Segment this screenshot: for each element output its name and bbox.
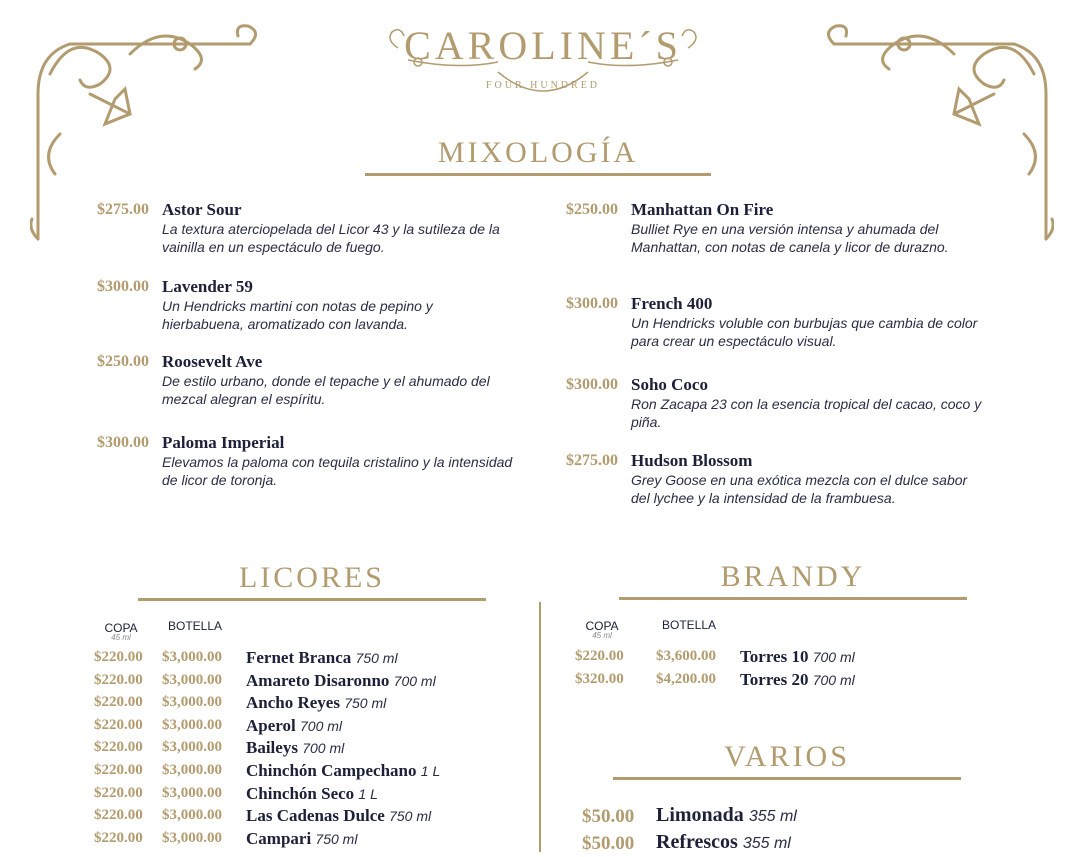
list-item bbox=[94, 649, 534, 671]
item-volume: 700 ml bbox=[393, 672, 436, 689]
price-botella: $3,000.00 bbox=[162, 784, 222, 801]
section-rule bbox=[138, 598, 486, 601]
item-name: Chinchón Campechano 1 L bbox=[246, 761, 441, 780]
cocktail-item bbox=[566, 376, 996, 436]
price-botella: $3,000.00 bbox=[162, 649, 222, 665]
cocktail-name: French 400 bbox=[631, 294, 713, 313]
item-volume: 1 L bbox=[358, 785, 378, 802]
price-copa: $220.00 bbox=[94, 649, 143, 665]
cocktail-description: Ron Zacapa 23 con la esencia tropical del cacao, coco y piña. bbox=[631, 396, 982, 430]
price-copa: $220.00 bbox=[94, 829, 143, 846]
item-name: Ancho Reyes 750 ml bbox=[246, 693, 387, 713]
cocktail-description: La textura aterciopelada del Licor 43 y la sutileza de la vainilla en un espectáculo de fuego. bbox=[162, 221, 500, 255]
price-botella: $3,000.00 bbox=[162, 807, 222, 824]
section-title-varios: VARIOS bbox=[724, 740, 850, 773]
cocktail-name: Soho Coco bbox=[631, 375, 708, 394]
item-volume: 700 ml bbox=[302, 740, 345, 757]
item-name: Amareto Disaronno 700 ml bbox=[246, 670, 436, 690]
item-volume: 750 ml bbox=[315, 830, 358, 847]
cocktail-item bbox=[566, 452, 996, 512]
cocktail-item bbox=[566, 201, 996, 276]
cocktail-price: $300.00 bbox=[97, 434, 149, 451]
brand-logo bbox=[378, 10, 708, 110]
list-item bbox=[582, 833, 1022, 857]
price-copa: $220.00 bbox=[94, 784, 143, 801]
column-header-copa: COPA 45 ml bbox=[104, 621, 138, 642]
cocktail-description: Elevamos la paloma con tequila cristalino y la intensidad de licor de toronja. bbox=[162, 454, 513, 488]
item-volume: 700 ml bbox=[812, 672, 855, 688]
list-item bbox=[94, 807, 534, 829]
cocktail-price: $300.00 bbox=[97, 278, 149, 295]
price-botella: $3,000.00 bbox=[162, 762, 222, 778]
item-name: Torres 20 700 ml bbox=[740, 670, 855, 689]
list-item bbox=[94, 672, 534, 694]
cocktail-description: Un Hendricks voluble con burbujas que cambia de color para crear un espectáculo visual. bbox=[631, 315, 978, 349]
price-copa: $220.00 bbox=[575, 648, 624, 664]
column-header-botella: BOTELLA bbox=[167, 619, 223, 633]
item-name: Chinchón Seco 1 L bbox=[246, 783, 378, 803]
cocktail-name: Roosevelt Ave bbox=[162, 352, 263, 371]
section-title-mixologia: MIXOLOGÍA bbox=[437, 136, 639, 169]
item-name: Fernet Branca 750 ml bbox=[246, 648, 398, 667]
brand-title: CAROLINE´S bbox=[404, 23, 682, 68]
price-botella: $4,200.00 bbox=[656, 671, 716, 687]
section-rule bbox=[613, 777, 961, 780]
price-copa: $320.00 bbox=[575, 671, 624, 687]
item-volume: 750 ml bbox=[389, 808, 432, 825]
list-item bbox=[94, 717, 534, 739]
cocktail-name: Astor Sour bbox=[162, 200, 242, 219]
cocktail-price: $300.00 bbox=[566, 295, 618, 312]
item-name: Limonada 355 ml bbox=[656, 804, 797, 826]
item-price: $50.00 bbox=[582, 833, 635, 854]
list-item bbox=[575, 671, 1015, 693]
price-copa: $220.00 bbox=[94, 807, 143, 824]
price-copa: $220.00 bbox=[94, 739, 143, 756]
price-copa: $220.00 bbox=[94, 694, 143, 711]
item-volume: 750 ml bbox=[344, 695, 387, 712]
cocktail-name: Hudson Blossom bbox=[631, 451, 753, 470]
section-title-licores: LICORES bbox=[238, 561, 385, 594]
cocktail-price: $250.00 bbox=[97, 353, 149, 370]
cocktail-description: Grey Goose en una exótica mezcla con el dulce sabor del lychee y la intensidad de la frambuesa. bbox=[631, 472, 968, 506]
cocktail-description: De estilo urbano, donde el tepache y el ahumado del mezcal alegran el espíritu. bbox=[162, 373, 490, 407]
list-item bbox=[582, 806, 1022, 830]
cocktail-name: Manhattan On Fire bbox=[631, 200, 774, 219]
cocktail-item bbox=[566, 295, 996, 355]
price-copa: $220.00 bbox=[94, 671, 143, 688]
cocktail-item bbox=[97, 201, 527, 261]
brand-subtitle: FOUR HUNDRED bbox=[485, 80, 601, 91]
list-item bbox=[575, 648, 1015, 670]
item-price: $50.00 bbox=[582, 806, 635, 827]
item-name: Aperol 700 ml bbox=[246, 715, 343, 735]
item-name: Las Cadenas Dulce 750 ml bbox=[246, 806, 432, 826]
list-item bbox=[94, 830, 534, 852]
cocktail-price: $250.00 bbox=[566, 201, 618, 218]
item-volume: 700 ml bbox=[300, 717, 343, 734]
price-botella: $3,600.00 bbox=[656, 648, 716, 664]
price-botella: $3,000.00 bbox=[162, 716, 222, 733]
column-header-copa: COPA 45 ml bbox=[585, 619, 619, 640]
list-item bbox=[94, 694, 534, 716]
item-volume: 750 ml bbox=[355, 650, 398, 666]
item-volume: 1 L bbox=[420, 763, 441, 779]
item-name: Campari 750 ml bbox=[246, 828, 358, 848]
section-rule bbox=[365, 173, 711, 176]
section-rule bbox=[619, 597, 967, 600]
price-copa: $220.00 bbox=[94, 762, 143, 778]
column-header-botella: BOTELLA bbox=[661, 618, 717, 632]
cocktail-name: Lavender 59 bbox=[162, 277, 253, 296]
list-item bbox=[94, 785, 534, 807]
item-volume: 355 ml bbox=[748, 808, 797, 825]
item-name: Refrescos 355 ml bbox=[656, 831, 791, 853]
price-copa: $220.00 bbox=[94, 716, 143, 733]
list-item bbox=[94, 739, 534, 761]
list-item bbox=[94, 762, 534, 784]
price-botella: $3,000.00 bbox=[162, 694, 222, 711]
price-botella: $3,000.00 bbox=[162, 739, 222, 756]
item-name: Baileys 700 ml bbox=[246, 738, 345, 758]
item-volume: 700 ml bbox=[812, 649, 855, 665]
cocktail-description: Un Hendricks martini con notas de pepino y hierbabuena, aromatizado con lavanda. bbox=[162, 298, 433, 332]
price-botella: $3,000.00 bbox=[162, 829, 222, 846]
cocktail-item bbox=[97, 434, 527, 494]
cocktail-name: Paloma Imperial bbox=[162, 433, 285, 452]
column-divider bbox=[539, 602, 541, 852]
item-volume: 355 ml bbox=[742, 835, 791, 852]
price-botella: $3,000.00 bbox=[162, 671, 222, 688]
cocktail-price: $300.00 bbox=[566, 376, 618, 393]
cocktail-item bbox=[97, 353, 527, 413]
section-title-brandy: BRANDY bbox=[720, 560, 866, 593]
cocktail-item bbox=[97, 278, 527, 338]
cocktail-price: $275.00 bbox=[97, 201, 149, 218]
cocktail-price: $275.00 bbox=[566, 452, 618, 469]
cocktail-description: Bulliet Rye en una versión intensa y ahumada del Manhattan, con notas de canela y licor de durazno. bbox=[631, 221, 949, 255]
item-name: Torres 10 700 ml bbox=[740, 647, 855, 666]
